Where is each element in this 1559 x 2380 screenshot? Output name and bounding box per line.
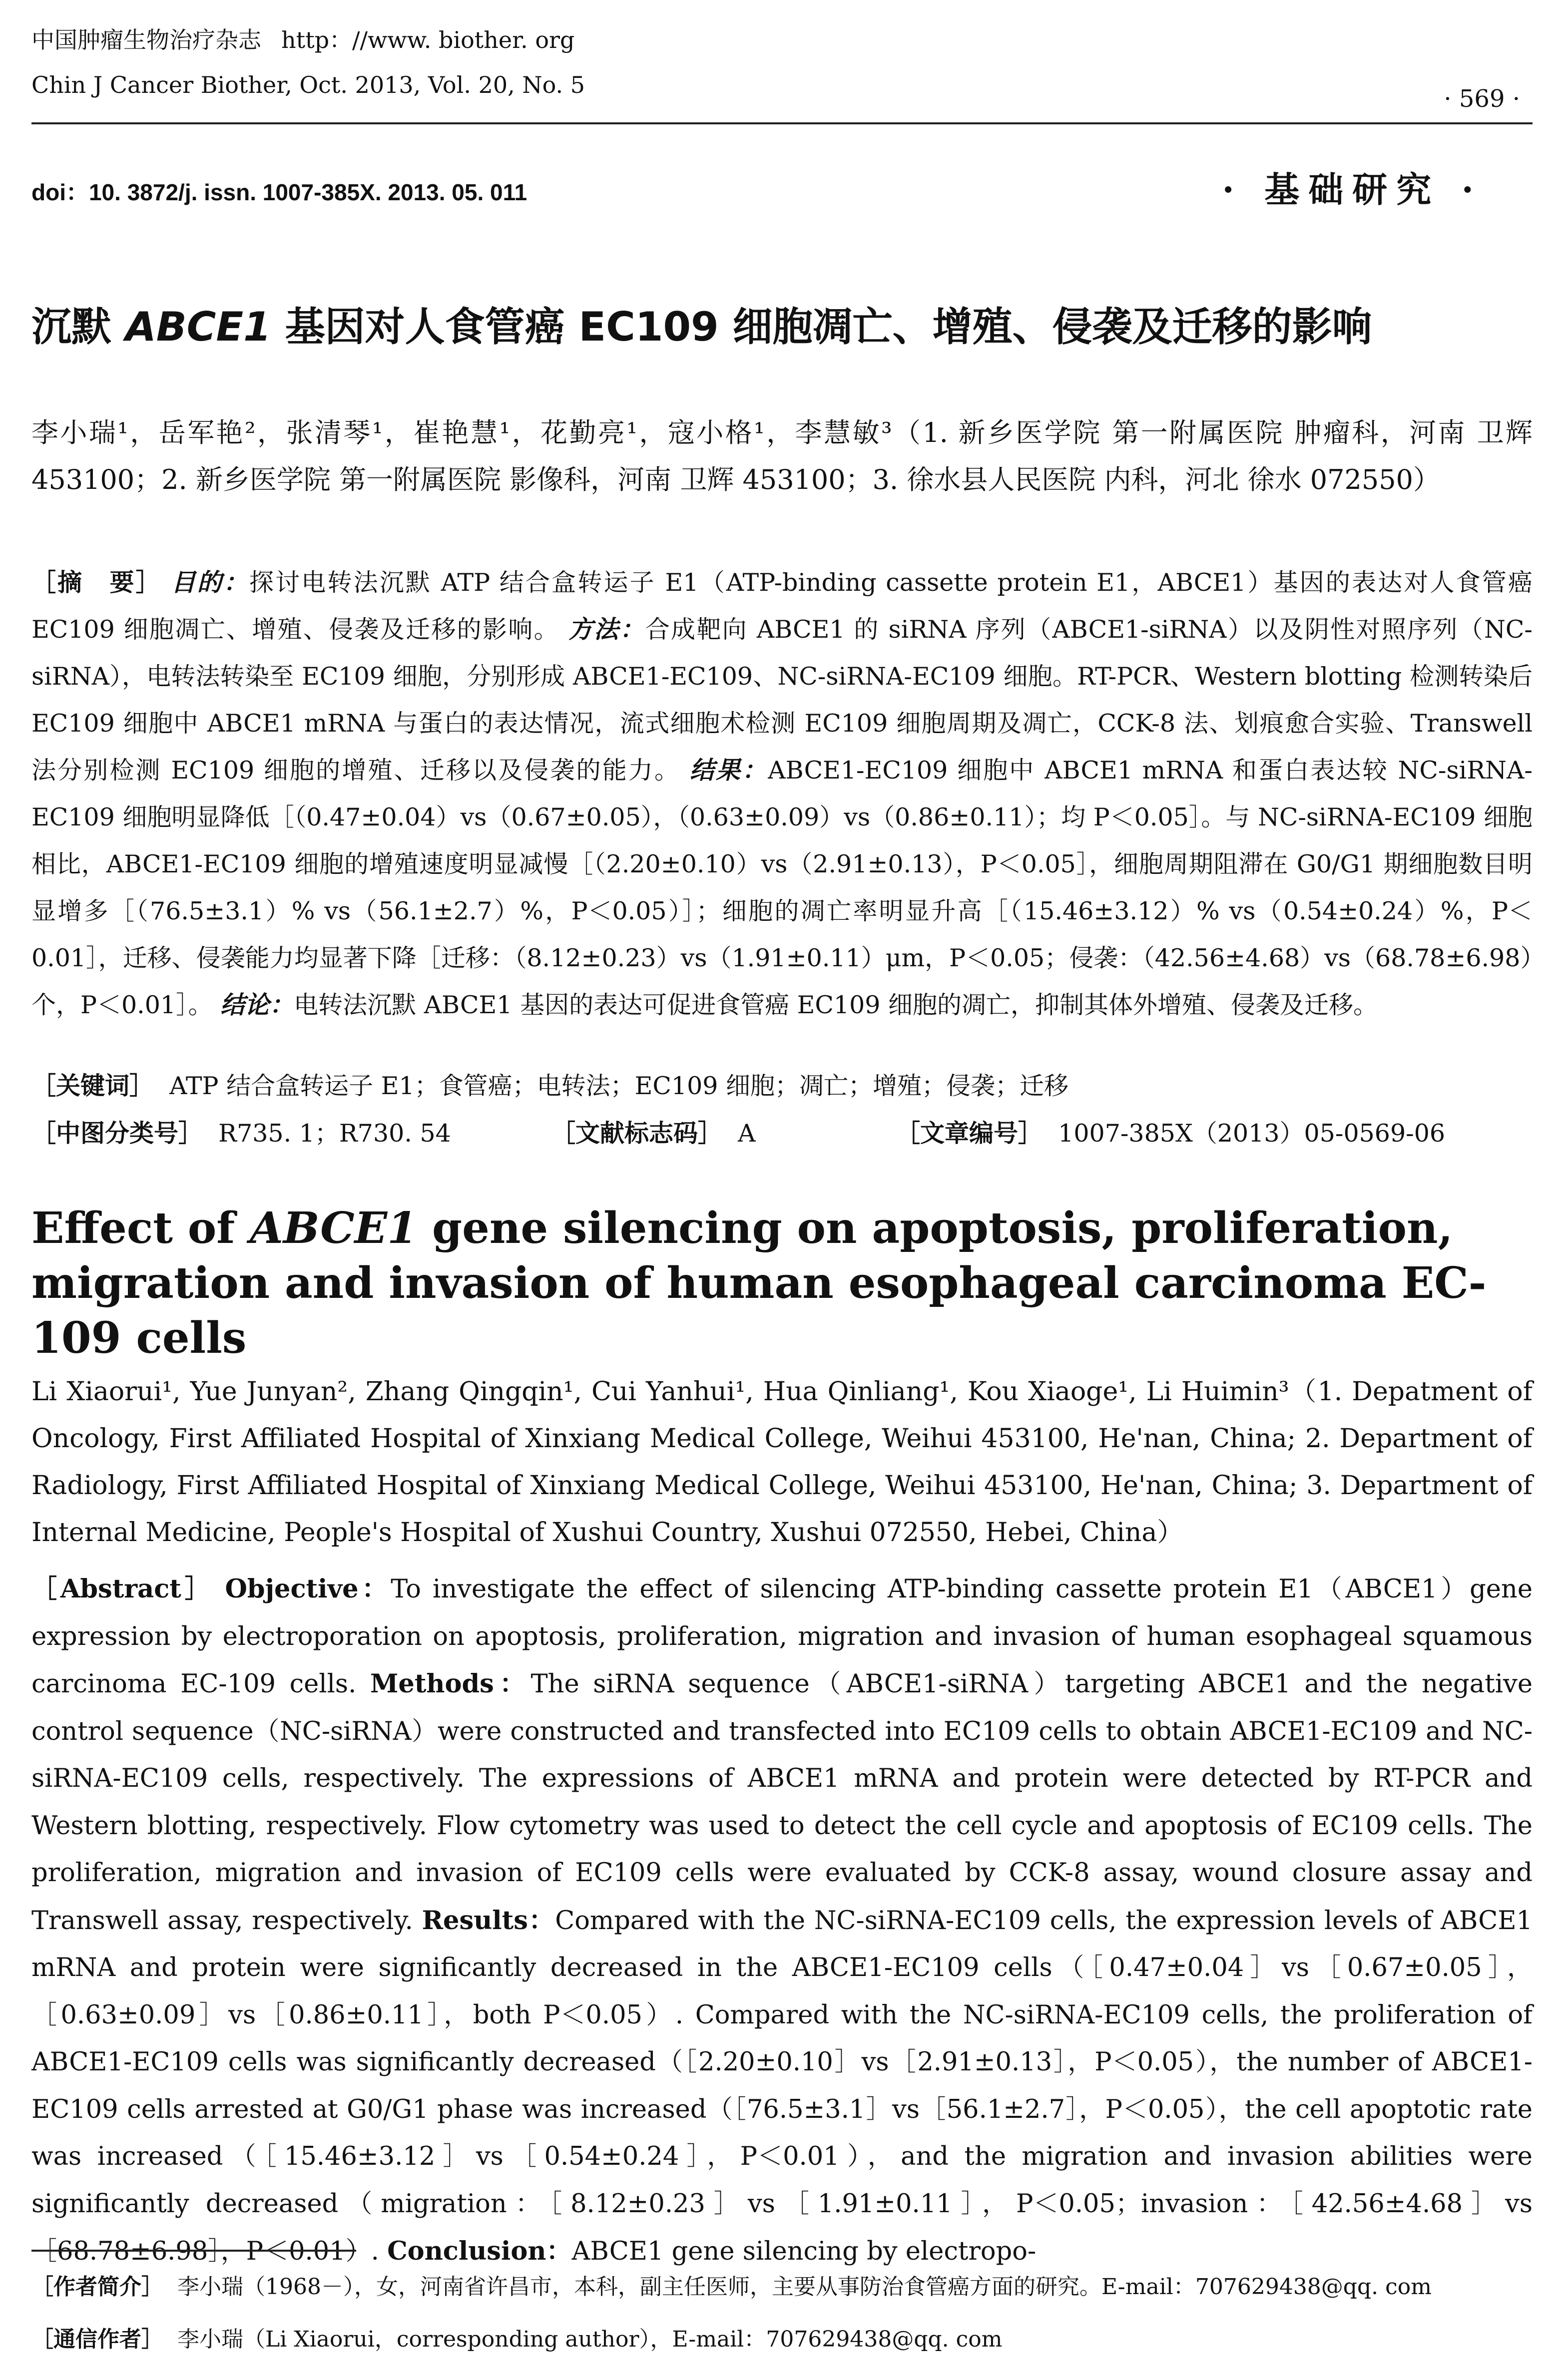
results-label-en: Results：	[422, 1905, 555, 1936]
results-cn: ABCE1-EC109 细胞中 ABCE1 mRNA 和蛋白表达较 NC-siRNA-EC109 细胞明显降低［（0.47±0.04）vs（0.67±0.05），（0.63±0.09）vs（0.86±0.11）；均 P＜0.05］。与 NC-siRNA-EC109 细胞相比，ABCE1-EC109 细胞的增殖速度明显减慢［（2.20±0.10）vs（2.91±0.13），P＜0.05］，细胞周期阻滞在 G0/G1 期细胞数目明显增多［（76.5±3.1）% vs（56.1±2.7）%，P＜0.05）］；细胞的凋亡率明显升高［（15.46±3.12）% vs（0.54±0.24）%，P＜0.01］，迁移、侵袭能力均显著下降［迁移：（8.12±0.23）vs（1.91±0.11）μm，P＜0.05；侵袭：（42.56±4.68）vs（68.78±6.98）个，P＜0.01］。	[31, 756, 1533, 1019]
running-header-cn	[31, 25, 574, 55]
results-label-cn: 结果：	[689, 756, 768, 785]
authors-cn: 李小瑞¹，岳军艳²，张清琴¹，崔艳慧¹，花勤亮¹，寇小格¹，李慧敏³（1. 新乡医学院 第一附属医院 肿瘤科，河南 卫辉 453100；2. 新乡医学院 第一附属医院 影像科，河南 卫辉 453100；3. 徐水县人民医院 内科，河北 徐水 072550）	[31, 417, 1533, 495]
clc-value: R735. 1；R730. 54	[218, 1119, 451, 1148]
author-bio-label: ［作者简介］	[31, 2274, 163, 2300]
article-no-block	[896, 1116, 1445, 1151]
corresponding-label: ［通信作者］	[31, 2327, 163, 2352]
abstract-cn	[31, 559, 1533, 1029]
abstract-cn-label: ［摘 要］	[31, 568, 162, 597]
section-label: · 基础研究 ·	[1222, 169, 1483, 210]
footnote-corresponding-author	[31, 2325, 1533, 2355]
corresponding-text: 李小瑞（Li Xiaorui，corresponding author），E-mail：707629438@qq. com	[177, 2327, 1003, 2352]
doc-code-block	[551, 1116, 896, 1151]
methods-en: The siRNA sequence（ABCE1-siRNA）targeting ABCE1 and the negative control sequence（NC-siRNA）were constructed and transfected into EC109 cells to obtain ABCE1-EC109 and NC-siRNA-EC109 cells, respectively. The expressions of ABCE1 mRNA and protein were detected by RT-PCR and Western blotting, respectively. Flow cytometry was used to detect the cell cycle and apoptosis of EC109 cells. The proliferation, migration and invasion of EC109 cells were evaluated by CCK-8 assay, wound closure assay and Transwell assay, respectively.	[31, 1669, 1533, 1936]
journal-url[interactable]: http：//www. biother. org	[281, 26, 575, 53]
footnote-divider	[31, 2250, 356, 2252]
conclusion-en: ABCE1 gene silencing by electropo-	[571, 2237, 1037, 2266]
conclusion-cn: 电转法沉默 ABCE1 基因的表达可促进食管癌 EC109 细胞的凋亡，抑制其体外增殖、侵袭及迁移。	[294, 991, 1378, 1019]
classification-line	[31, 1116, 1533, 1151]
author-bio-text: 李小瑞（1968－），女，河南省许昌市，本科，副主任医师，主要从事防治食管癌方面的研究。E-mail：707629438@qq. com	[177, 2274, 1432, 2300]
keywords-text: ATP 结合盒转运子 E1；食管癌；电转法；EC109 细胞；凋亡；增殖；侵袭；迁移	[169, 1072, 1068, 1100]
objective-cn: 探讨电转法沉默 ATP 结合盒转运子 E1（ATP-binding cassette protein E1，ABCE1）基因的表达对人食管癌 EC109 细胞凋亡、增殖、侵袭及迁移的影响。	[31, 568, 1533, 644]
methods-label-en: Methods：	[370, 1669, 531, 1699]
objective-label-en: Objective：	[225, 1574, 391, 1604]
title-en-pre: Effect of	[31, 1203, 250, 1253]
doi[interactable]: doi：10. 3872/j. issn. 1007-385X. 2013. 05. 011	[31, 179, 527, 205]
article-no-label: ［文章编号］	[896, 1119, 1043, 1148]
methods-label-cn: 方法：	[568, 615, 645, 644]
keywords-cn	[31, 1069, 1533, 1104]
clc-label: ［中图分类号］	[31, 1119, 203, 1148]
objective-label-cn: 目的：	[171, 568, 249, 597]
footnote-author-bio	[31, 2272, 1533, 2302]
keywords-label: ［关键词］	[31, 1072, 154, 1100]
journal-name-cn: 中国肿瘤生物治疗杂志	[31, 26, 261, 53]
doc-code-label: ［文献标志码］	[551, 1119, 723, 1148]
clc-block	[31, 1116, 551, 1151]
header-divider	[31, 122, 1533, 124]
objective-en: To investigate the effect of silencing ATP-binding cassette protein E1（ABCE1）gene expression by electroporation on apoptosis, proliferation, migration and invasion of human esophageal squamous carcinoma EC-109 cells.	[31, 1575, 1533, 1699]
title-cn-post: 基因对人食管癌 EC109 细胞凋亡、增殖、侵袭及迁移的影响	[271, 304, 1372, 350]
title-cn	[31, 300, 1533, 355]
running-header-en: Chin J Cancer Biother, Oct. 2013, Vol. 20, No. 5	[31, 71, 585, 98]
results-en: Compared with the NC-siRNA-EC109 cells, the expression levels of ABCE1 mRNA and protein were significantly decreased in the ABCE1-EC109 cells（［0.47±0.04］vs［0.67±0.05］，［0.63±0.09］vs［0.86±0.11］，both P＜0.05）. Compared with the NC-siRNA-EC109 cells, the proliferation of ABCE1-EC109 cells was significantly decreased（［2.20±0.10］vs［2.91±0.13］，P＜0.05），the number of ABCE1-EC109 cells arrested at G0/G1 phase was increased（［76.5±3.1］vs［56.1±2.7］，P＜0.05），the cell apoptotic rate was increased（［15.46±3.12］vs［0.54±0.24］，P＜0.01），and the migration and invasion abilities were significantly decreased（migration：［8.12±0.23］vs［1.91±0.11］，P＜0.05；invasion：［42.56±4.68］vs［68.78±6.98］，P＜0.01）.	[31, 1906, 1533, 2266]
doc-code-value: A	[738, 1119, 756, 1148]
page-number: · 569 ·	[1444, 85, 1520, 113]
title-cn-pre: 沉默	[31, 304, 125, 350]
conclusion-label-en: Conclusion：	[387, 2236, 572, 2266]
conclusion-label-cn: 结论：	[220, 991, 294, 1019]
title-en-post: gene silencing on apoptosis, proliferation, migration and invasion of human esophageal carcinoma EC-109 cells	[31, 1203, 1487, 1363]
title-en	[31, 1201, 1533, 1366]
authors-en: Li Xiaorui¹, Yue Junyan², Zhang Qingqin¹, Cui Yanhui¹, Hua Qinliang¹, Kou Xiaoge¹, Li Huimin³（1. Depatment of Oncology, First Affiliated Hospital of Xinxiang Medical College, Weihui 453100, He'nan, China; 2. Department of Radiology, First Affiliated Hospital of Xinxiang Medical College, Weihui 453100, He'nan, China; 3. Department of Internal Medicine, People's Hospital of Xushui Country, Xushui 072550, Hebei, China）	[31, 1377, 1533, 1548]
methods-cn: 合成靶向 ABCE1 的 siRNA 序列（ABCE1-siRNA）以及阴性对照序列（NC-siRNA），电转法转染至 EC109 细胞，分别形成 ABCE1-EC109、NC-siRNA-EC109 细胞。RT-PCR、Western blotting 检测转染后 EC109 细胞中 ABCE1 mRNA 与蛋白的表达情况，流式细胞术检测 EC109 细胞周期及凋亡，CCK-8 法、划痕愈合实验、Transwell 法分别检测 EC109 细胞的增殖、迁移以及侵袭的能力。	[31, 615, 1533, 785]
title-cn-gene: ABCE1	[125, 304, 271, 350]
article-no-value: 1007-385X（2013）05-0569-06	[1058, 1119, 1446, 1148]
abstract-en	[31, 1566, 1533, 2276]
title-en-gene: ABCE1	[250, 1203, 418, 1253]
abstract-en-label: ［Abstract］	[31, 1574, 214, 1604]
